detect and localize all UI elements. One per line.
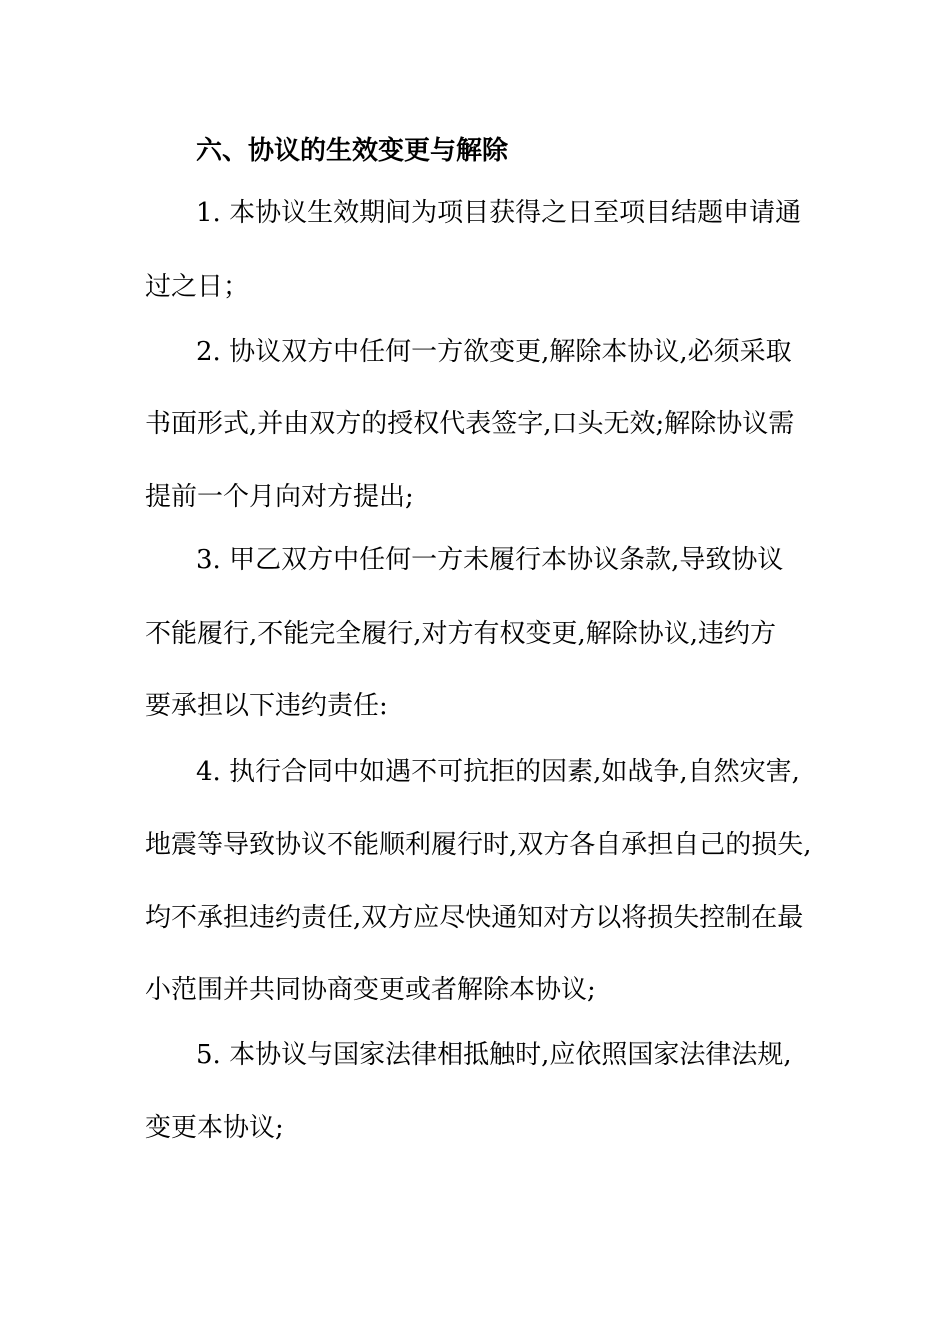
clause-2-line-3: 提前一个月向对方提出; (145, 482, 414, 512)
clause-4-line-4: 小范围并共同协商变更或者解除本协议; (145, 975, 596, 1005)
section-heading: 六、协议的生效变更与解除 (196, 136, 509, 166)
clause-3-line-3: 要承担以下违约责任: (145, 691, 388, 721)
clause-2-line-2: 书面形式,并由双方的授权代表签字,口头无效;解除协议需 (145, 409, 795, 439)
clause-4-line-3: 均不承担违约责任,双方应尽快通知对方以将损失控制在最 (145, 903, 804, 933)
clause-1-line-1: 1. 本协议生效期间为项目获得之日至项目结题申请通 (196, 198, 802, 228)
clause-4-line-2: 地震等导致协议不能顺利履行时,双方各自承担自己的损失, (145, 830, 812, 860)
clause-3-line-1: 3. 甲乙双方中任何一方未履行本协议条款,导致协议 (196, 545, 784, 575)
clause-2-line-1: 2. 协议双方中任何一方欲变更,解除本协议,必须采取 (196, 337, 792, 367)
clause-4-line-1: 4. 执行合同中如遇不可抗拒的因素,如战争,自然灾害, (196, 757, 800, 787)
clause-1-line-2: 过之日； (145, 272, 250, 302)
clause-3-line-2: 不能履行,不能完全履行,对方有权变更,解除协议,违约方 (145, 619, 777, 649)
clause-5-line-2: 变更本协议; (145, 1113, 284, 1143)
clause-5-line-1: 5. 本协议与国家法律相抵触时,应依照国家法律法规, (196, 1040, 792, 1070)
